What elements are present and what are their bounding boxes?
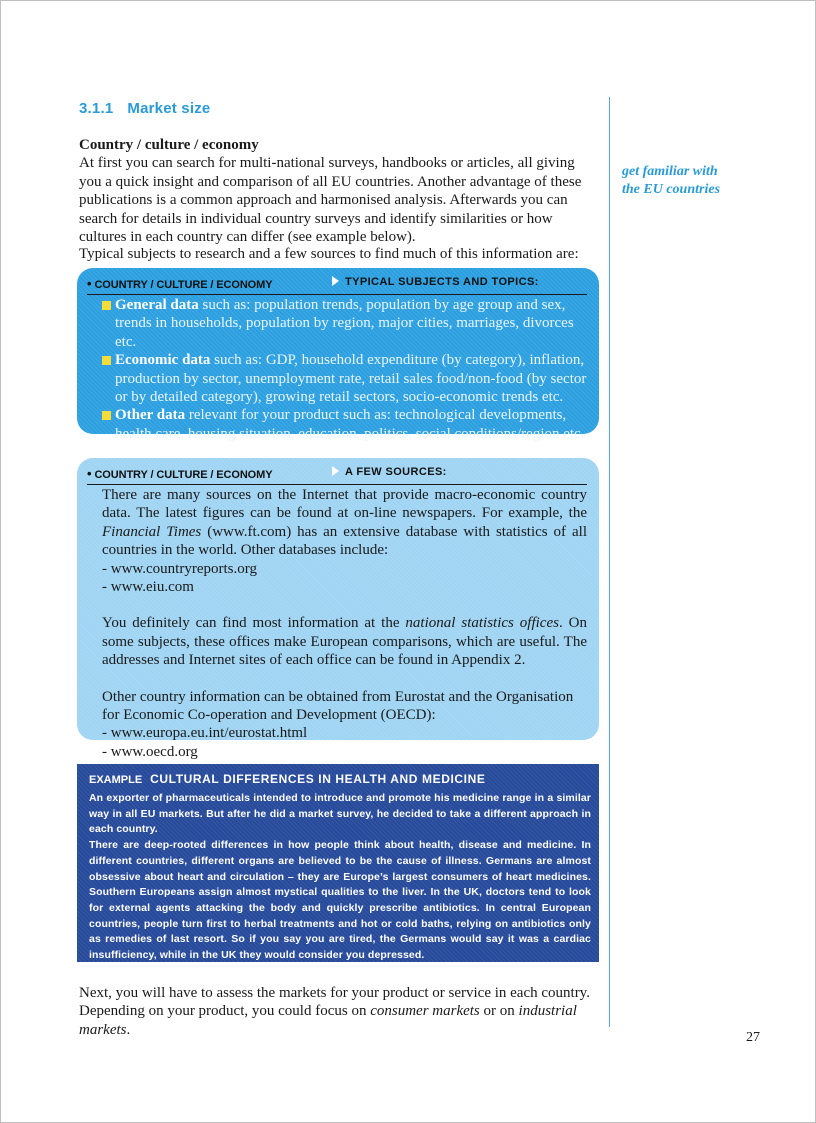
link-text: - www.oecd.org — [102, 743, 198, 760]
typical-subjects-line: Typical subjects to research and a few sources to find much of this information are: — [79, 246, 579, 262]
item-text: such as: GDP, household expenditure (by category), inflation, production by sector, unemployment rate, retail sales food/non-food (by sector or by detailed category), growing retail sectors, socio-economic trends etc. — [115, 352, 587, 406]
section-number: 3.1.1 — [79, 100, 114, 117]
margin-note-line1: get familiar with — [622, 164, 718, 179]
example-paragraph-1: An exporter of pharmaceuticals intended to introduce and promote his medicine range in a similar way in all EU markets. But after he did a market survey, he decided to take a different approach in each country. — [89, 792, 591, 836]
sources-paragraph-3: Other country information can be obtained from Eurostat and the Organisation for Economic Co-operation and Development (OECD): — [102, 688, 574, 724]
example-box — [77, 764, 599, 962]
sources-box-right-label: A FEW SOURCES: — [332, 466, 447, 478]
subjects-box-left-label: • COUNTRY / CULTURE / ECONOMY — [87, 276, 273, 291]
square-bullet-icon — [102, 301, 111, 310]
arrow-right-icon — [332, 466, 339, 476]
square-bullet-icon — [102, 411, 111, 420]
subjects-box-header — [87, 274, 587, 295]
item-text: such as: population trends, population by age group and sex, trends in households, population by region, major cities, marriages, divorces etc. — [115, 297, 574, 350]
item-lead: Other data — [115, 407, 186, 424]
sources-box-header — [87, 464, 587, 485]
subjects-box-right-label: TYPICAL SUBJECTS AND TOPICS: — [332, 276, 539, 288]
sources-box-left-label: • COUNTRY / CULTURE / ECONOMY — [87, 466, 273, 481]
bullet-icon: • — [87, 276, 92, 291]
subjects-box — [77, 268, 599, 442]
section-heading — [79, 100, 210, 117]
intro-text: At first you can search for multi-national surveys, handbooks or articles, all giving you a quick insight and comparison of all EU countries. Another advantage of these publications is a common approach and harmonised analysis. Afterwards you can search for details in individual country surveys and identify similarities or how cultures in each country can differ (see example below). — [79, 155, 582, 246]
margin-note-line2: the EU countries — [622, 182, 721, 197]
intro-subhead: Country / culture / economy — [79, 137, 259, 153]
example-body — [89, 791, 591, 964]
closing-paragraph: Next, you will have to assess the markets for your product or service in each country. Depending on your product, you could focus on consumer markets or on industrial markets. — [79, 985, 590, 1038]
list-item — [102, 406, 587, 443]
item-lead: General data — [115, 297, 199, 313]
link-text: - www.eiu.com — [102, 579, 194, 596]
link-text: - www.countryreports.org — [102, 560, 257, 577]
arrow-right-icon — [332, 276, 339, 286]
link-text: - www.europa.eu.int/eurostat.html — [102, 725, 308, 742]
item-text: relevant for your product such as: technological developments, health care, housing situation, education, politics, social conditions/region etc. — [115, 407, 585, 442]
sources-paragraph-1: There are many sources on the Internet that provide macro-economic country data. The latest figures can be found at on-line newspapers. For example, the Financial Times (www.ft.com) has an extensive database with statistics of all countries in the world. Other databases include: — [102, 487, 587, 559]
subjects-list — [102, 296, 587, 443]
section-title: Market size — [127, 100, 211, 117]
example-heading: CULTURAL DIFFERENCES IN HEALTH AND MEDICINE — [150, 772, 486, 786]
sources-body — [102, 486, 587, 761]
bullet-icon: • — [87, 466, 92, 481]
sources-box — [77, 458, 599, 760]
page-number: 27 — [746, 1030, 760, 1045]
margin-rule — [609, 97, 610, 1027]
example-tag: EXAMPLE — [89, 774, 143, 786]
margin-note — [622, 163, 772, 199]
sources-paragraph-2: You definitely can find most information at the national statistics offices. On some subjects, these offices make European comparisons, which are useful. The addresses and Internet sites of each office can be found in Appendix 2. — [102, 615, 587, 669]
item-lead: Economic data — [115, 352, 211, 369]
list-item — [102, 296, 587, 351]
list-item — [102, 351, 587, 406]
square-bullet-icon — [102, 356, 111, 365]
example-title — [89, 772, 485, 786]
example-paragraph-2: There are deep-rooted differences in how people think about health, disease and medicine. In different countries, different organs are believed to be the cause of illness. Germans are almost obsessive about heart and circulation – they are Europe’s largest consumers of heart medicines. Southern Europeans assign almost mystical qualities to the liver. In the UK, doctors tend to look for external agents attacking the body and quickly prescribe antibiotics. In central European countries, people turn first to herbal treatments and hot or cold baths, relying on antibiotics only as remedies of last resort. So if you say you are tired, the Germans would say it was a cardiac insufficiency, while in the UK they would consider you depressed. — [89, 839, 591, 962]
intro-paragraph — [79, 136, 599, 246]
